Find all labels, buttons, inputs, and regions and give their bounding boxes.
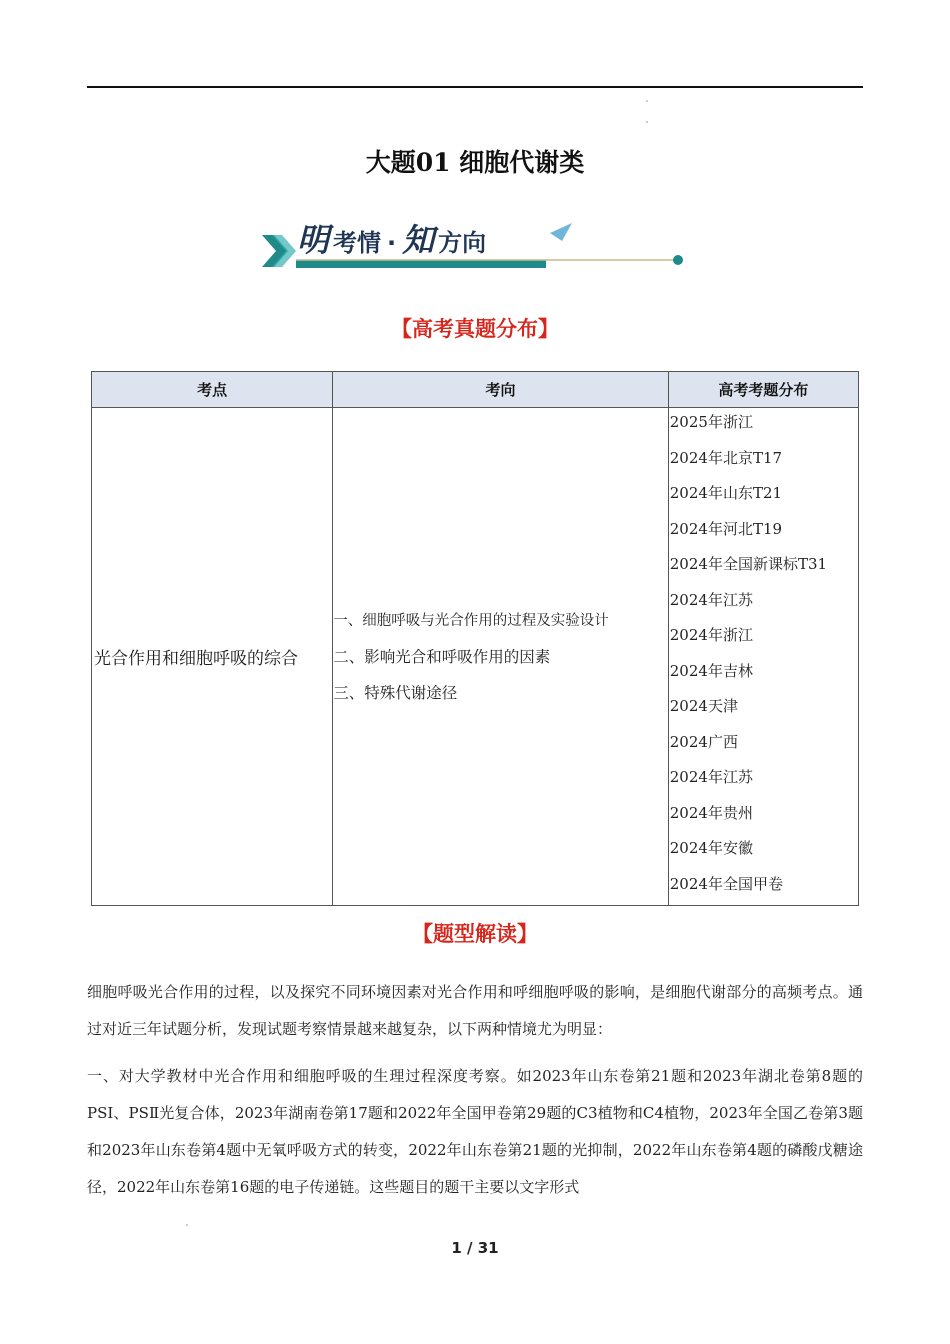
exam-item: 2024年浙江	[669, 626, 753, 644]
section-heading-distribution: 【高考真题分布】	[391, 317, 559, 341]
exam-item: 2024天津	[669, 697, 738, 715]
banner-text1: 考情	[333, 229, 382, 257]
exam-distribution-table	[91, 371, 859, 906]
kaoxiang-cell	[333, 408, 668, 906]
exam-item: 2024年吉林	[669, 661, 753, 680]
exam-item: 2024年北京T17	[669, 448, 783, 467]
paper-plane-icon	[550, 223, 572, 241]
banner-char1: 明	[297, 221, 330, 259]
exam-item: 2024年全国新课标T31	[669, 555, 828, 573]
exam-list-cell	[668, 408, 858, 906]
kaodian-cell: 光合作用和细胞呼吸的综合	[92, 408, 333, 906]
kaoxiang-item: 二、影响光合和呼吸作用的因素	[333, 647, 551, 666]
kaoxiang-item: 一、细胞呼吸与光合作用的过程及实验设计	[333, 612, 609, 629]
exam-item: 2024年安徽	[669, 839, 753, 857]
page-title: 大题01 细胞代谢类	[365, 148, 585, 177]
paragraph-intro: 细胞呼吸光合作用的过程，以及探究不同环境因素对光合作用和呼细胞呼吸的影响，是细胞代谢部分的高频考点。通过对近三年试题分析，发现试题考察情景越来越复杂，以下两种情境尤为明显：	[87, 983, 863, 1038]
banner	[260, 205, 690, 277]
exam-item: 2024年全国甲卷	[669, 874, 783, 893]
dot-mark	[186, 1224, 188, 1226]
dot-mark	[646, 100, 648, 102]
table-header: 考向	[333, 372, 668, 408]
header-rule	[87, 86, 863, 88]
exam-item: 2024年河北T19	[669, 519, 783, 538]
exam-item: 2024年江苏	[669, 768, 753, 786]
banner-text2: 方向	[438, 229, 487, 257]
exam-item: 2024年贵州	[669, 803, 753, 822]
kaoxiang-item: 三、特殊代谢途径	[333, 683, 458, 702]
exam-item: 2024年江苏	[669, 590, 753, 609]
table-header: 高考考题分布	[668, 372, 858, 408]
exam-item: 2024广西	[669, 732, 738, 751]
dot-mark	[646, 121, 648, 123]
exam-item: 2024年山东T21	[669, 484, 783, 502]
banner-char2: 知	[402, 221, 435, 259]
section-heading-interpretation: 【题型解读】	[412, 922, 538, 946]
exam-item: 2025年浙江	[669, 413, 753, 431]
page-number: 1 / 31	[451, 1239, 499, 1257]
paragraph-point-one: 一、对大学教材中光合作用和细胞呼吸的生理过程深度考察。如2023年山东卷第21题和2023年湖北卷第8题的PSI、PSⅡ光复合体，2023年湖南卷第17题和2022年全国甲卷第29题的C3植物和C4植物，2023年全国乙卷第3题和2023年山东卷第4题中无氧呼吸方式的转变，2022年山东卷第21题的光抑制，2022年山东卷第4题的磷酸戊糖途径，2022年山东卷第16题的电子传递链。这些题目的题干主要以文字形式	[87, 1067, 863, 1196]
banner-dot: ·	[387, 229, 397, 257]
table-header: 考点	[92, 372, 333, 408]
